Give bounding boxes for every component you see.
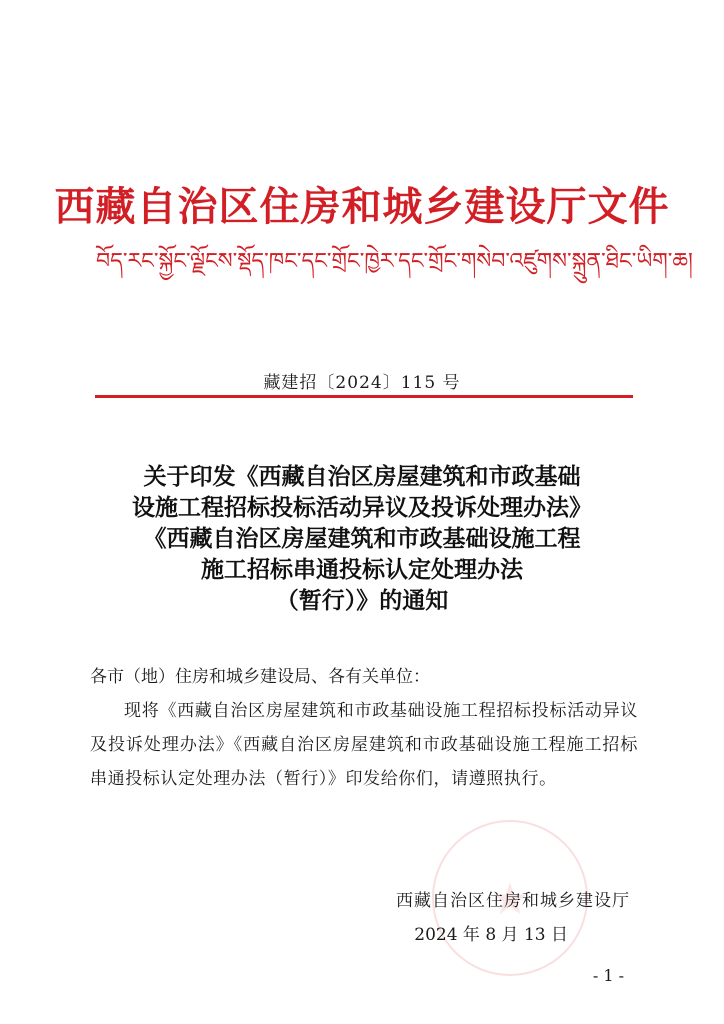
- title-line: 关于印发《西藏自治区房屋建筑和市政基础: [143, 464, 581, 490]
- title-line: 设施工程招标投标活动异议及投诉处理办法》: [132, 495, 592, 521]
- signature-date: 2024 年 8 月 13 日: [414, 925, 568, 945]
- title-line: 《西藏自治区房屋建筑和市政基础设施工程: [143, 526, 581, 552]
- signature-organization: 西藏自治区住房和城乡建设厅: [396, 891, 630, 911]
- document-number: 藏建招〔2024〕115 号: [263, 373, 461, 393]
- body-paragraph: 现将《西藏自治区房屋建筑和市政基础设施工程招标投标活动异议及投诉处理办法》《西藏自治区房屋建筑和市政基础设施工程施工招标串通投标认定处理办法（暂行）》印发给你们，请遵照执行。: [90, 701, 638, 789]
- masthead-tibetan-title: བོད་རང་སྐྱོང་ལྗོངས་སྡོད་ཁང་དང་གྲོང་ཁྱེར་དང་གྲོང་གསེབ་འཛུགས་སྐྲུན་ཐིང་ཡིག་ཆ།: [96, 249, 693, 274]
- masthead-title: 西藏自治区住房和城乡建设厅文件: [54, 184, 670, 230]
- page-number: - 1 -: [592, 966, 624, 985]
- title-line: 施工招标串通投标认定处理办法: [201, 557, 523, 583]
- signature-block: [396, 884, 630, 952]
- red-divider: [95, 395, 633, 398]
- title-line: （暂行）》的通知: [275, 588, 449, 614]
- salutation: 各市（地）住房和城乡建设局、各有关单位：: [90, 667, 430, 687]
- document-title: [80, 462, 644, 617]
- document-body: [90, 660, 638, 796]
